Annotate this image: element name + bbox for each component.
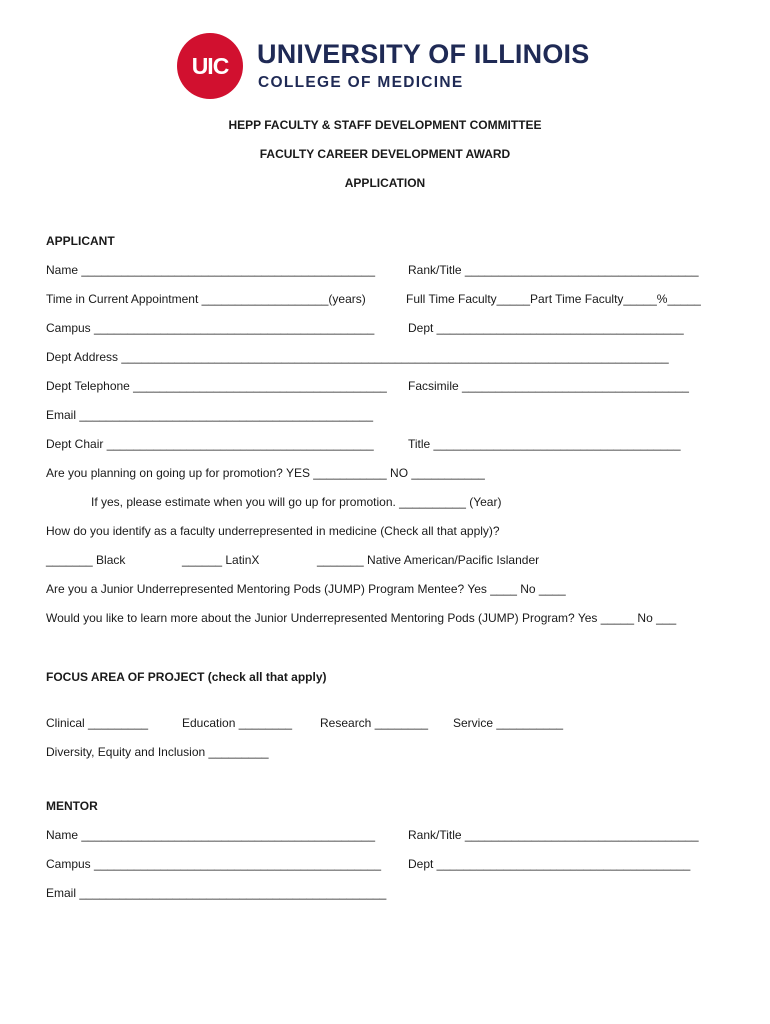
applicant-campus-field[interactable]: Campus __________________________________________ — [46, 321, 375, 335]
focus-service-option[interactable]: Service __________ — [453, 716, 564, 730]
faculty-type-field[interactable]: Full Time Faculty_____Part Time Faculty_____%_____ — [406, 292, 701, 306]
focus-area-heading: FOCUS AREA OF PROJECT (check all that apply) — [46, 670, 327, 684]
focus-education-option[interactable]: Education ________ — [182, 716, 293, 730]
identity-option-native[interactable]: _______ Native American/Pacific Islander — [317, 553, 540, 567]
focus-research-option[interactable]: Research ________ — [320, 716, 429, 730]
mentor-dept-field[interactable]: Dept ______________________________________ — [408, 857, 691, 871]
time-in-appointment-field[interactable]: Time in Current Appointment ___________________(years) — [46, 292, 366, 306]
uic-logo — [177, 33, 607, 103]
committee-title: HEPP FACULTY & STAFF DEVELOPMENT COMMITTEE — [228, 118, 542, 132]
focus-dei-option[interactable]: Diversity, Equity and Inclusion _________ — [46, 745, 269, 759]
applicant-dept-field[interactable]: Dept _____________________________________ — [408, 321, 684, 335]
promotion-year-field[interactable]: If yes, please estimate when you will go up for promotion. __________ (Year) — [91, 495, 502, 509]
dept-telephone-field[interactable]: Dept Telephone ______________________________________ — [46, 379, 387, 393]
focus-clinical-option[interactable]: Clinical _________ — [46, 716, 149, 730]
jump-learn-more-question[interactable]: Would you like to learn more about the Junior Underrepresented Mentoring Pods (JUMP) Program? Yes _____ No ___ — [46, 611, 677, 625]
university-name: UNIVERSITY OF ILLINOIS — [257, 39, 590, 69]
identity-option-latinx[interactable]: ______ LatinX — [182, 553, 260, 567]
mentor-email-field[interactable]: Email ______________________________________________ — [46, 886, 387, 900]
promotion-question[interactable]: Are you planning on going up for promotion? YES ___________ NO ___________ — [46, 466, 485, 480]
mentor-heading: MENTOR — [46, 799, 98, 813]
facsimile-field[interactable]: Facsimile __________________________________ — [408, 379, 689, 393]
applicant-name-field[interactable]: Name ____________________________________________ — [46, 263, 375, 277]
applicant-heading: APPLICANT — [46, 234, 115, 248]
jump-mentee-question[interactable]: Are you a Junior Underrepresented Mentoring Pods (JUMP) Program Mentee? Yes ____ No ____ — [46, 582, 566, 596]
identity-question: How do you identify as a faculty underrepresented in medicine (Check all that apply)? — [46, 524, 500, 538]
dept-chair-title-field[interactable]: Title _____________________________________ — [408, 437, 681, 451]
mentor-campus-field[interactable]: Campus ___________________________________________ — [46, 857, 381, 871]
applicant-rank-field[interactable]: Rank/Title ___________________________________ — [408, 263, 699, 277]
uic-logo-text: UIC — [191, 53, 229, 79]
award-title: FACULTY CAREER DEVELOPMENT AWARD — [259, 147, 511, 161]
mentor-rank-field[interactable]: Rank/Title ___________________________________ — [408, 828, 699, 842]
dept-address-field[interactable]: Dept Address __________________________________________________________________________________ — [46, 350, 669, 364]
document-title: APPLICATION — [344, 176, 426, 190]
college-name: COLLEGE OF MEDICINE — [258, 74, 464, 91]
dept-chair-field[interactable]: Dept Chair ________________________________________ — [46, 437, 374, 451]
mentor-name-field[interactable]: Name ____________________________________________ — [46, 828, 375, 842]
applicant-email-field[interactable]: Email ____________________________________________ — [46, 408, 373, 422]
identity-option-black[interactable]: _______ Black — [46, 553, 126, 567]
